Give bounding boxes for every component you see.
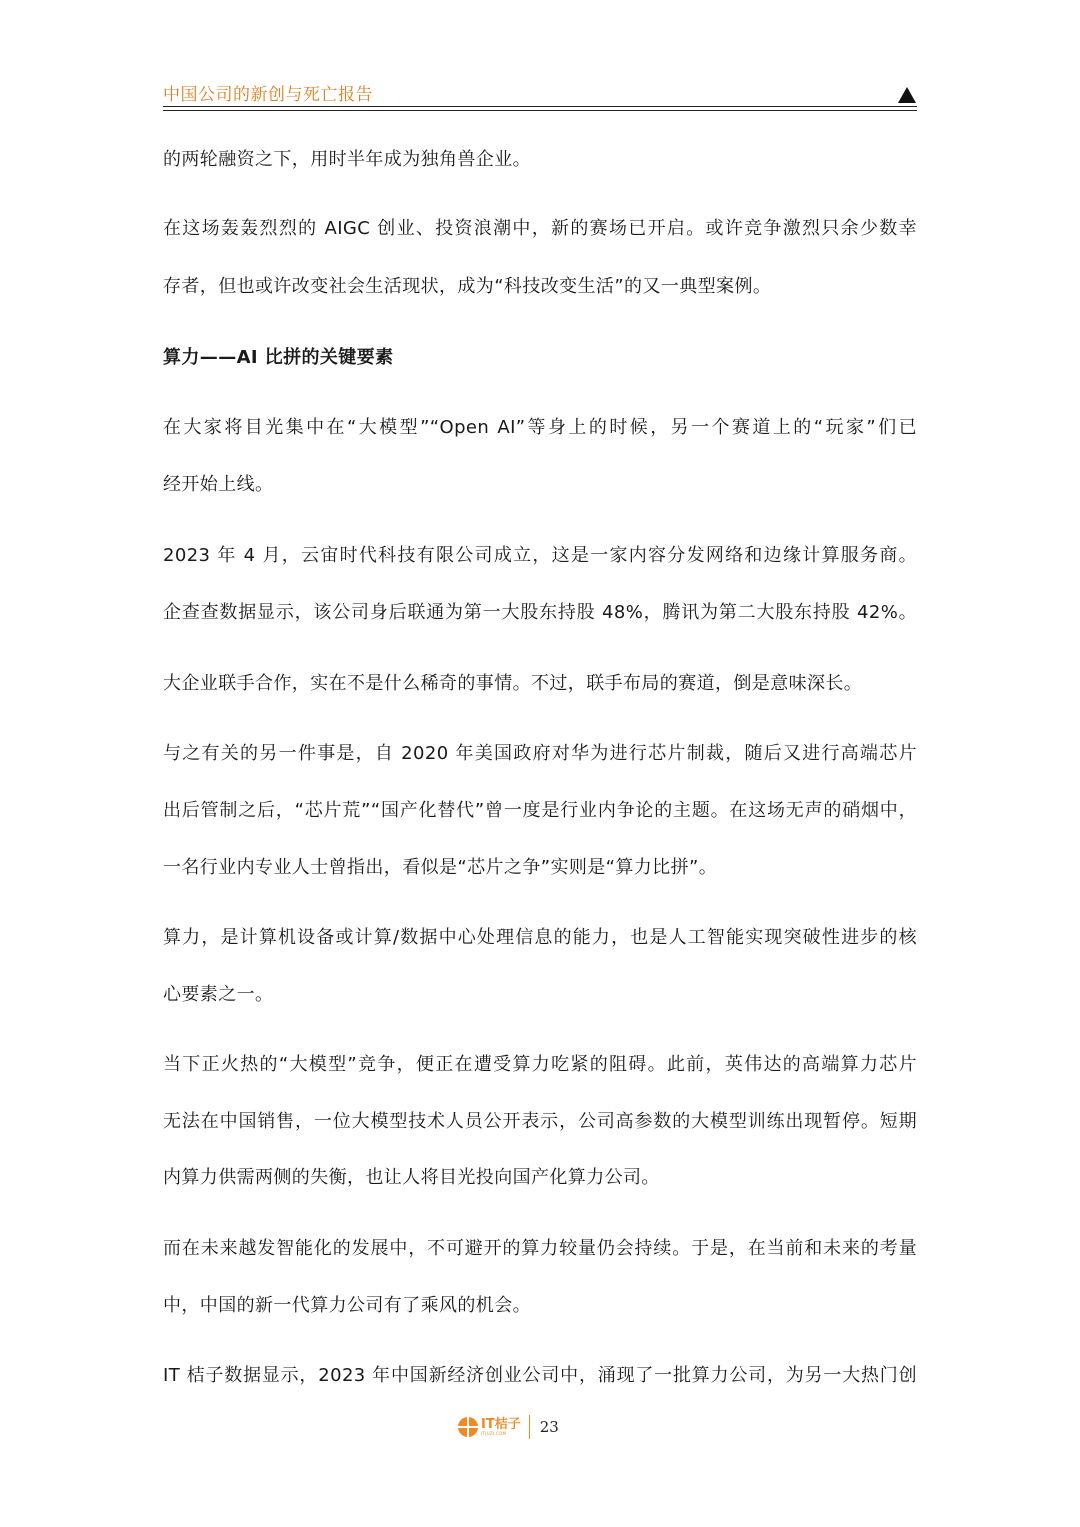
page-number: 23 — [539, 1418, 559, 1436]
logo-subtext: ITJUZI.COM — [481, 1431, 507, 1436]
paragraph-line: 而在未来越发智能化的发展中，不可避开的算力较量仍会持续。于是，在当前和未来的考量 — [163, 1238, 917, 1259]
paragraph-line: IT 桔子数据显示，2023 年中国新经济创业公司中，涌现了一批算力公司，为另一大热门创 — [163, 1365, 917, 1386]
logo-text: IT桔子 — [481, 1417, 521, 1432]
paragraph-line: 的两轮融资之下，用时半年成为独角兽企业。 — [163, 149, 531, 170]
paragraph-line: 企查查数据显示，该公司身后联通为第一大股东持股 48%，腾讯为第二大股东持股 42%。 — [163, 602, 917, 623]
triangle-icon — [898, 87, 916, 103]
paragraph-line: 存者，但也或许改变社会生活现状，成为“科技改变生活”的又一典型案例。 — [163, 276, 772, 297]
paragraph-line: 心要素之一。 — [163, 984, 274, 1005]
report-title: 中国公司的新创与死亡报告 — [163, 85, 373, 105]
paragraph-line: 当下正火热的“大模型”竞争，便正在遭受算力吃紧的阻碍。此前，英伟达的高端算力芯片 — [163, 1054, 917, 1075]
orange-icon — [458, 1417, 478, 1437]
paragraph-line: 无法在中国销售，一位大模型技术人员公开表示，公司高参数的大模型训练出现暂停。短期 — [163, 1111, 917, 1132]
paragraph-line: 大企业联手合作，实在不是什么稀奇的事情。不过，联手布局的赛道，倒是意味深长。 — [163, 673, 863, 694]
paragraph-line: 2023 年 4 月，云宙时代科技有限公司成立，这是一家内容分发网络和边缘计算服务商。 — [163, 545, 917, 566]
paragraph-line: 中，中国的新一代算力公司有了乘风的机会。 — [163, 1295, 531, 1316]
paragraph-line: 在这场轰轰烈烈的 AIGC 创业、投资浪潮中，新的赛场已开启。或许竞争激烈只余少数幸 — [163, 218, 917, 239]
paragraph-line: 内算力供需两侧的失衡，也让人将目光投向国产化算力公司。 — [163, 1167, 660, 1188]
page-footer — [458, 1413, 559, 1441]
section-heading: 算力——AI 比拼的关键要素 — [163, 347, 394, 368]
footer-divider — [529, 1415, 530, 1439]
itjuzi-logo — [458, 1417, 521, 1437]
paragraph-line: 在大家将目光集中在“大模型”“Open AI”等身上的时候，另一个赛道上的“玩家”们已 — [163, 417, 917, 438]
paragraph-line: 与之有关的另一件事是，自 2020 年美国政府对华为进行芯片制裁，随后又进行高端芯片 — [163, 743, 917, 764]
paragraph-line: 经开始上线。 — [163, 474, 274, 495]
paragraph-line: 出后管制之后，“芯片荒”“国产化替代”曾一度是行业内争论的主题。在这场无声的硝烟中， — [163, 800, 917, 821]
paragraph-line: 一名行业内专业人士曾指出，看似是“芯片之争”实则是“算力比拼”。 — [163, 857, 718, 878]
header-divider — [163, 106, 917, 111]
paragraph-line: 算力，是计算机设备或计算/数据中心处理信息的能力，也是人工智能实现突破性进步的核 — [163, 927, 917, 948]
